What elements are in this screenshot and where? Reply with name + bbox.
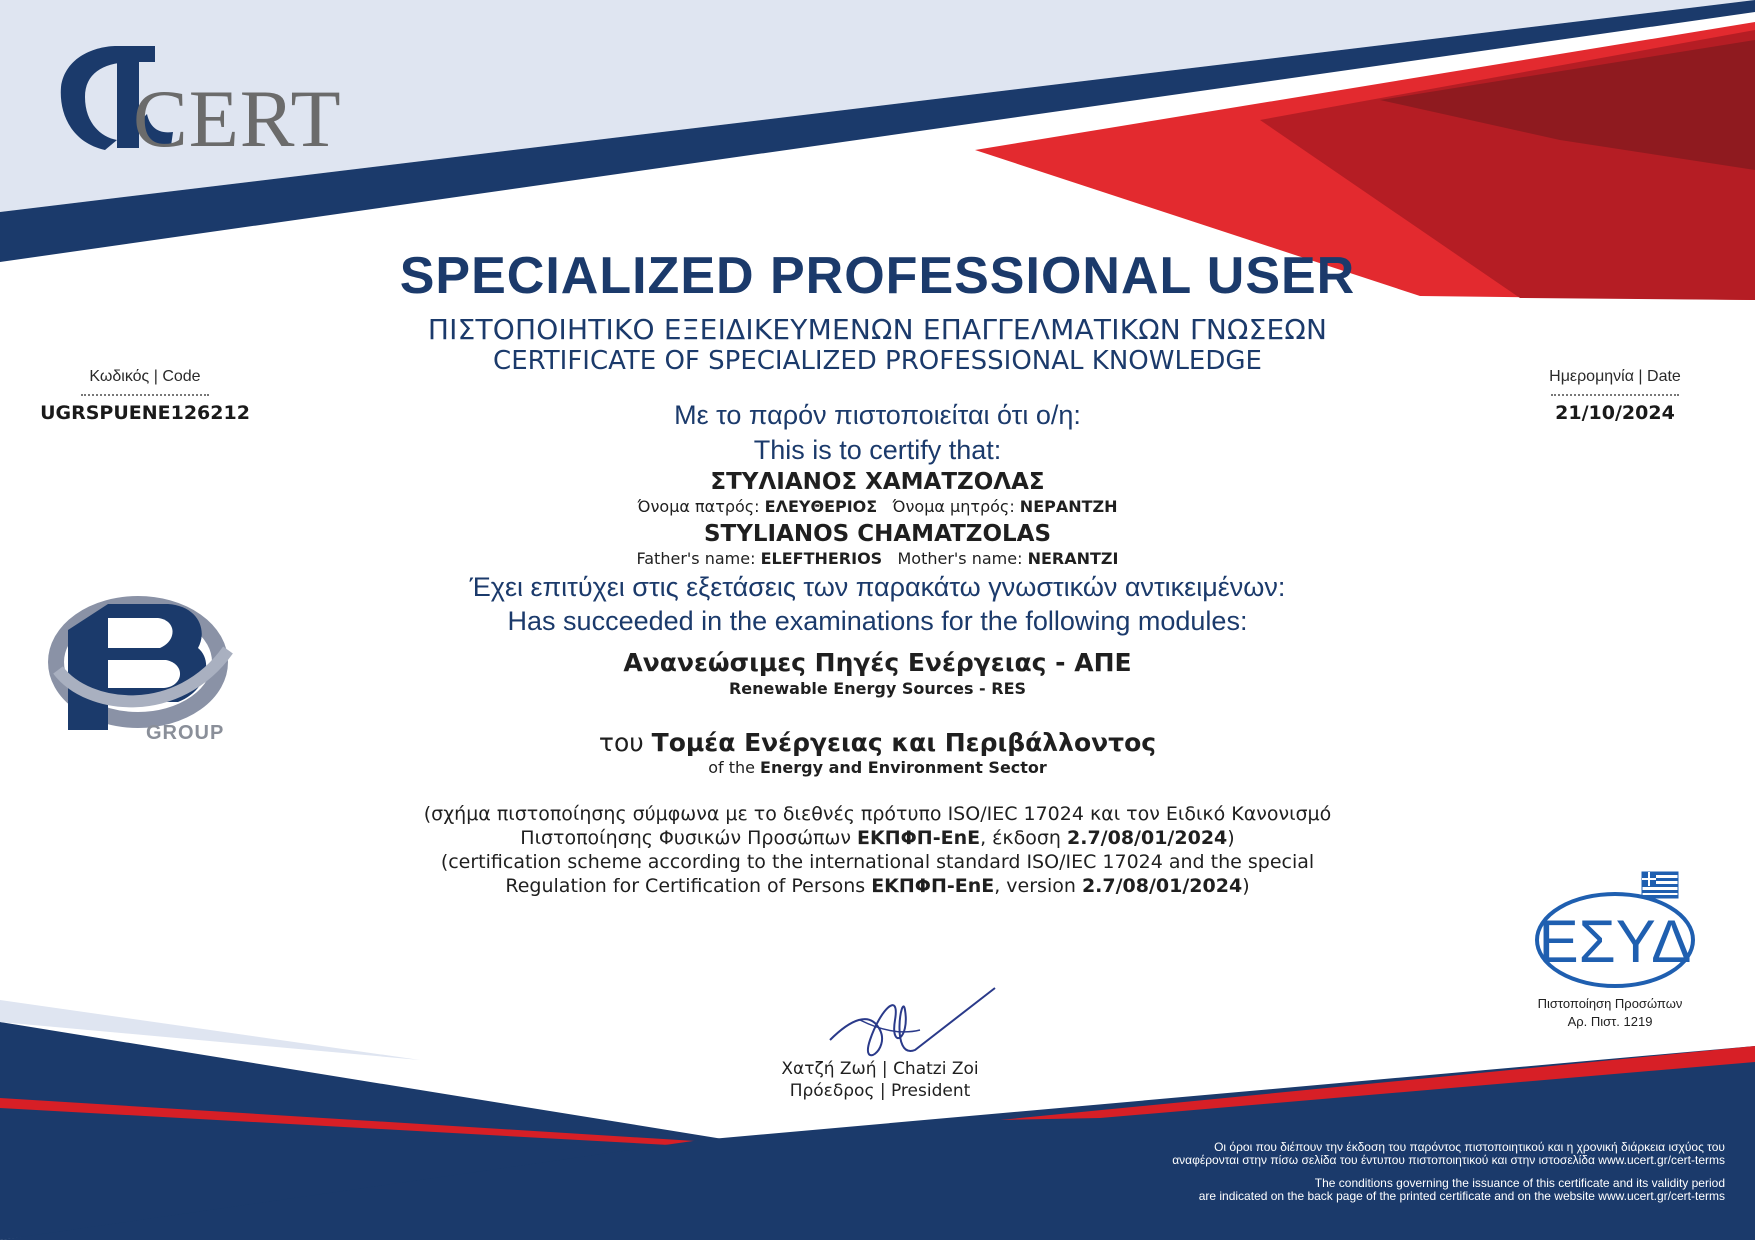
footer-terms: [905, 1141, 1725, 1203]
holder-name-greek: ΣΤΥΛΙΑΝΟΣ ΧΑΜΑΤΖΟΛΑΣ: [710, 469, 1045, 495]
group-text: GROUP: [146, 722, 225, 744]
mother-name-en: NERANTZI: [1027, 549, 1119, 568]
holder-name-english: STYLIANOS CHAMATZOLAS: [703, 521, 1052, 547]
module-greek: Ανανεώσιμες Πηγές Ενέργειας - ΑΠΕ: [623, 648, 1132, 677]
sector-prefix-gr: του: [598, 728, 644, 757]
greek-flag-icon: [1642, 872, 1678, 898]
module-english: Renewable Energy Sources - RES: [728, 679, 1027, 698]
esyd-caption: [1500, 995, 1720, 1031]
mother-label-en: Mother's name:: [897, 549, 1023, 568]
certification-scheme: [0, 802, 1755, 898]
esyd-logo: [1530, 870, 1710, 995]
intro-english: This is to certify that:: [753, 435, 1002, 465]
sector-name-gr: Τομέα Ενέργειας και Περιβάλλοντος: [651, 728, 1157, 757]
intro-greek: Με το παρόν πιστοποιείται ότι ο/η:: [674, 400, 1081, 430]
esyd-caption-line2: Αρ. Πιστ. 1219: [1567, 1014, 1653, 1029]
father-label-en: Father's name:: [636, 549, 756, 568]
footer-gr-line1: Οι όροι που διέπουν την έκδοση του παρόντος πιστοποιητικού και η χρονική διάρκεια ισχύος του: [1214, 1140, 1725, 1154]
passed-greek: Έχει επιτύχει στις εξετάσεις των παρακάτω γνωστικών αντικειμένων:: [469, 572, 1286, 602]
signatory: [750, 1058, 1010, 1102]
sector-prefix-en: of the: [708, 758, 755, 777]
date-dotted-line: [1551, 394, 1679, 396]
code-dotted-line: [81, 394, 209, 396]
father-name-en: ELEFTHERIOS: [760, 549, 883, 568]
esyd-logo-text: ΕΣΥΔ: [1538, 908, 1692, 975]
scheme-gr-line1: (σχήμα πιστοποίησης σύμφωνα με το διεθνές πρότυπο ISO/IEC 17024 και τον Ειδικό Κανονισμό: [423, 803, 1332, 825]
ucert-logo: [55, 42, 375, 162]
subtitle-english: CERTIFICATE OF SPECIALIZED PROFESSIONAL KNOWLEDGE: [493, 346, 1262, 376]
mother-label-gr: Όνομα μητρός:: [892, 497, 1015, 516]
mother-name-gr: ΝΕΡΑΝΤΖΗ: [1019, 497, 1118, 516]
signatory-title: Πρόεδρος | President: [789, 1081, 971, 1101]
subtitle-greek: ΠΙΣΤΟΠΟΙΗΤΙΚΟ ΕΞΕΙΔΙΚΕΥΜΕΝΩΝ ΕΠΑΓΓΕΛΜΑΤΙΚΩΝ ΓΝΩΣΕΩΝ: [427, 313, 1328, 346]
father-label-gr: Όνομα πατρός:: [637, 497, 760, 516]
date-label: Ημερομηνία | Date: [1549, 368, 1681, 385]
code-value: UGRSPUENE126212: [40, 402, 250, 424]
sector-english: [0, 758, 1755, 778]
scheme-en-line2: Regulation for Certification of Persons ΕΚΠΦΠ-EnE, version 2.7/08/01/2024): [505, 875, 1250, 897]
father-name-gr: ΕΛΕΥΘΕΡΙΟΣ: [764, 497, 878, 516]
sector-name-en: Energy and Environment Sector: [760, 758, 1047, 777]
footer-gr-line2: αναφέρονται στην πίσω σελίδα του έντυπου πιστοποιητικού και στην ιστοσελίδα www.ucert.gr/cert-terms: [1172, 1153, 1725, 1167]
code-label: Κωδικός | Code: [89, 368, 201, 385]
footer-en-line2: are indicated on the back page of the printed certificate and on the website www.ucert.gr/cert-terms: [1198, 1189, 1725, 1203]
footer-en-line1: The conditions governing the issuance of this certificate and its validity period: [1314, 1176, 1725, 1190]
esyd-caption-line1: Πιστοποίηση Προσώπων: [1537, 996, 1683, 1011]
passed-english: Has succeeded in the examinations for the following modules:: [507, 606, 1248, 636]
esyd-emblem-icon: [1530, 870, 1710, 995]
certificate-title: SPECIALIZED PROFESSIONAL USER: [399, 247, 1356, 305]
scheme-en-line1: (certification scheme according to the international standard ISO/IEC 17024 and the special: [440, 851, 1315, 873]
sector-greek: [0, 728, 1755, 758]
parents-greek: [0, 497, 1755, 517]
date-value: 21/10/2024: [1555, 402, 1675, 424]
parents-english: [0, 549, 1755, 569]
signatory-name: Χατζή Ζωή | Chatzi Zoi: [781, 1059, 979, 1079]
scheme-gr-line2: Πιστοποίησης Φυσικών Προσώπων ΕΚΠΦΠ-EnE, έκδοση 2.7/08/01/2024): [520, 827, 1235, 849]
logo-cert-text: CERT: [133, 73, 342, 164]
